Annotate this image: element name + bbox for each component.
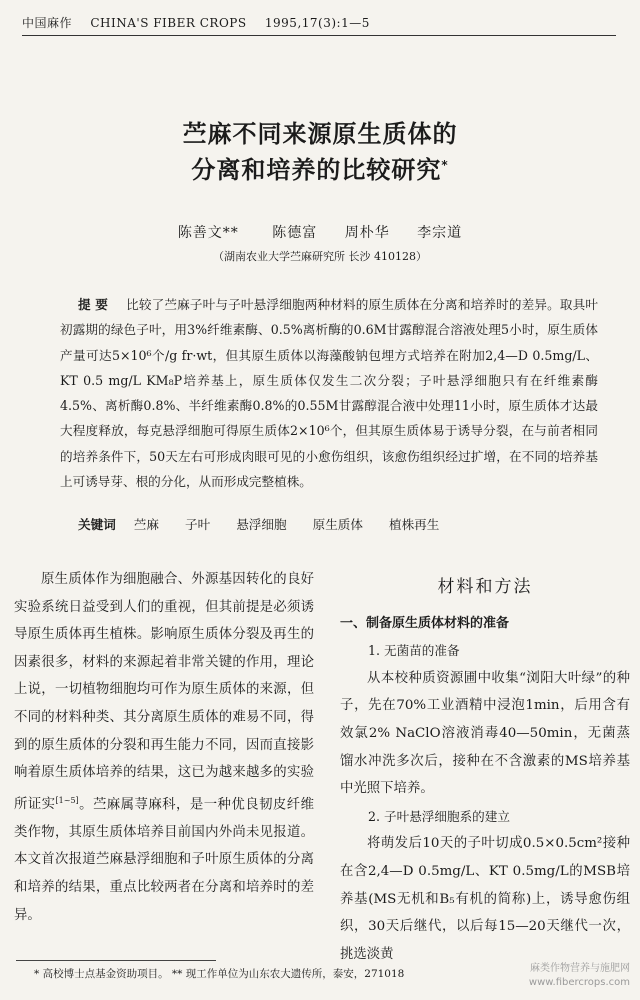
- keyword: 子叶: [185, 517, 211, 532]
- intro-text-2: 。苎麻属荨麻科，是一种优良韧皮纤维类作物，其原生质体培养目前国内外尚未见报道。本文首次报道苎麻悬浮细胞和子叶原生质体的分离和培养的结果，重点比较两者在分离和培养时的差异。: [14, 797, 314, 923]
- title-line-1: 苎麻不同来源原生质体的: [182, 120, 458, 148]
- subsubsection-heading: 2. 子叶悬浮细胞系的建立: [368, 808, 510, 824]
- author: 陈善文**: [177, 225, 239, 241]
- header-rule: [22, 35, 616, 36]
- title-line-2-text: 分离和培养的比较研究: [191, 156, 442, 184]
- running-header: [22, 14, 616, 31]
- section-title: 材料和方法: [437, 577, 533, 597]
- author: 陈德富: [272, 225, 318, 241]
- author: 周朴华: [344, 225, 390, 241]
- abstract: [60, 292, 598, 494]
- methods-paragraph: 将萌发后10天的子叶切成0.5×0.5cm²接种在含2,4—D 0.5mg/L、KT 0.5mg/L的MSB培养基(MS无机和B₅有机的简称)上，诱导愈伤组织，30天后继代，以后每15—20天继代一次，挑选淡黄: [340, 836, 630, 962]
- affiliation: （湖南农业大学苎麻研究所 长沙 410128）: [213, 250, 427, 263]
- title-footnote-mark: *: [441, 158, 449, 172]
- author: 李宗道: [417, 225, 463, 241]
- introduction: [14, 566, 314, 929]
- citation: 1995,17(3):1—5: [264, 16, 370, 30]
- watermark-line: www.fibercrops.com: [528, 977, 630, 988]
- watermark-line: 麻类作物营养与施肥网: [530, 963, 630, 974]
- authors: [0, 222, 640, 242]
- subsection-heading: 一、制备原生质体材料的准备: [340, 615, 510, 631]
- footnote: * 高校博士点基金资助项目。 ** 现工作单位为山东农大遗传所，泰安，271018: [34, 968, 405, 980]
- intro-text: 原生质体作为细胞融合、外源基因转化的良好实验系统日益受到人们的重视，但其前提是必须诱导原生质体再生植株。影响原生质体分裂及再生的因素很多，材料的来源起着非常关键的作用，理论上说，一切植物细胞均可作为原生质体的来源，但不同的材料种类、其分离原生质体的难易不同，得到的原生质体的分裂和再生能力不同，因而直接影响着原生质体培养的结果，这已为越来越多的实验所证实: [14, 572, 314, 813]
- keyword: 悬浮细胞: [236, 517, 287, 532]
- journal-name-en: CHINA'S FIBER CROPS: [90, 16, 247, 30]
- journal-name: 中国麻作: [22, 16, 73, 30]
- abstract-text: 比较了苎麻子叶与子叶悬浮细胞两种材料的原生质体在分离和培养时的差异。取具叶初露期的绿色子叶，用3%纤维素酶、0.5%离析酶的0.6M甘露醇混合溶液处理5小时，原生质体产量可达5×10⁶个/g fr·wt，但其原生质体以海藻酸钠包埋方式培养在附加2,4—D 0.5mg/L、KT 0.5 mg/L KM₈P培养基上，原生质体仅发生二次分裂；子叶悬浮细胞只有在纤维素酶4.5%、离析酶0.8%、半纤维素酶0.8%的0.55M甘露醇混合液中处理11小时，原生质体才达最大程度释放，每克悬浮细胞可得原生质体2×10⁶个，但其原生质体易于诱导分裂，在与前者相同的培养条件下，50天左右可形成肉眼可见的小愈伤组织，该愈伤组织经过扩增，在不同的培养基上可诱导芽、根的分化，从而形成完整植株。: [60, 297, 599, 490]
- methods-paragraph: 从本校种质资源圃中收集“浏阳大叶绿”的种子，先在70%工业酒精中浸泡1min，后用含有效氯2% NaClO溶液消毒40—50min，无菌蒸馏水冲洗多次后，接种在不含激素的MS培养基中光照下培养。: [340, 670, 630, 797]
- watermark: [500, 962, 630, 990]
- abstract-label: 提 要: [78, 297, 109, 312]
- keywords-label: 关键词: [78, 517, 116, 532]
- subsubsection-heading: 1. 无菌苗的准备: [368, 643, 460, 659]
- footnote-rule: [16, 960, 216, 961]
- keyword: 原生质体: [312, 517, 363, 532]
- title-line-2: [60, 150, 580, 185]
- keywords: [78, 514, 461, 533]
- methods-column: [340, 566, 630, 968]
- keyword: 苎麻: [133, 517, 159, 532]
- citation-ref: [1~5]: [55, 795, 79, 805]
- keyword: 植株再生: [388, 517, 440, 532]
